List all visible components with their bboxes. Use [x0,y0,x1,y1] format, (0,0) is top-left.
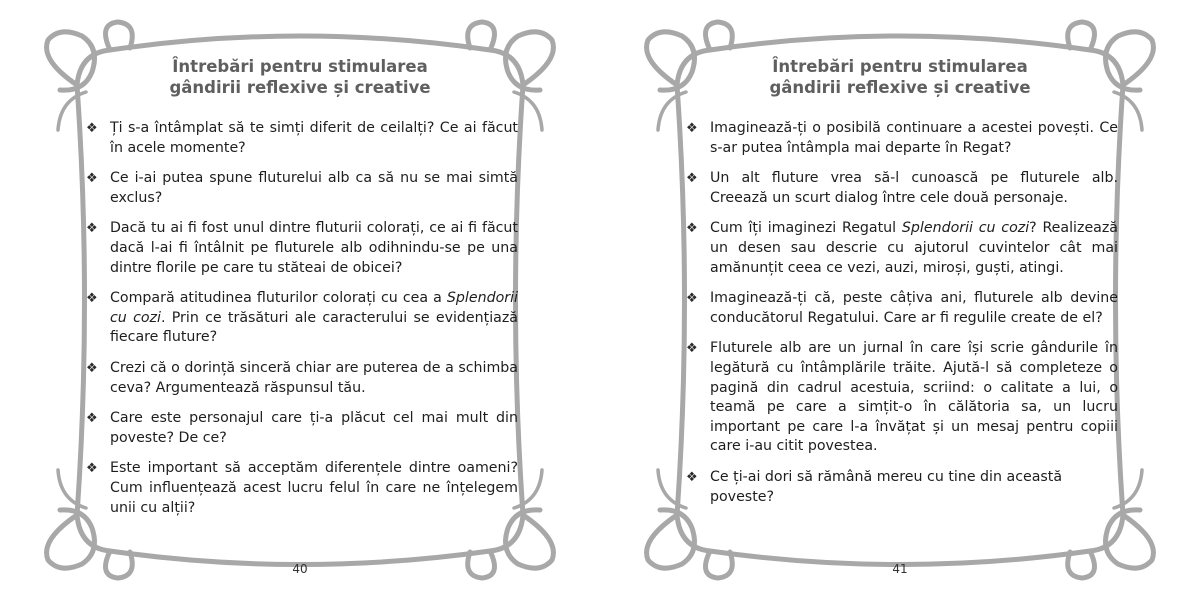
question-text-italic: Splendorii cu cozi [110,290,518,326]
question-list [686,119,1118,518]
page-number: 40 [292,562,308,576]
diamond-bullet-icon: ❖ [686,171,698,187]
diamond-bullet-icon: ❖ [686,221,698,237]
question-item [86,409,518,448]
question-item [86,289,518,348]
question-item [686,339,1118,457]
diamond-bullet-icon: ❖ [686,469,698,485]
question-text-after: ? Realizează un desen sau descrie cu ajutorul cuvintelor cât mai amănunțit ceea ce vezi, auzi, miroși, guști, atingi. [710,220,1119,276]
question-item [86,119,518,158]
question-text: Crezi că o dorință sinceră chiar are puterea de a schimba ceva? Argumentează răspunsul tău. [110,359,518,396]
question-item [86,459,518,518]
question-item [686,169,1118,208]
question-text: Dacă tu ai fi fost unul dintre fluturii colorați, ce ai fi făcut dacă l-ai fi întâlnit pe fluturele alb odihnindu-se pe una dintre florile pe care tu stăteai de obicei? [110,220,518,276]
question-text: Imaginează-ți că, peste câțiva ani, fluturele alb devine conducătorul Regatului. Care ar fi regulile create de el? [710,290,1118,326]
question-item [86,359,518,398]
question-text: Imaginează-ți o posibilă continuare a acestei povești. Ce s-ar putea întâmpla mai departe în Regat? [710,120,1118,156]
diamond-bullet-icon: ❖ [686,341,698,357]
diamond-bullet-icon: ❖ [86,121,98,136]
question-text-italic: Splendorii cu cozi [901,220,1030,237]
right-page [600,0,1200,600]
question-text: Care este personajul care ți-a plăcut cel mai mult din poveste? De ce? [110,410,518,446]
page-title [0,56,600,98]
question-text: Ce ți-ai dori să rămână mereu cu tine din această poveste? [710,468,1063,505]
title-line-1: Întrebări pentru stimularea [772,57,1028,76]
diamond-bullet-icon: ❖ [86,221,98,237]
question-text: Ți s-a întâmplat să te simți diferit de ceilalți? Ce ai făcut în acele momente? [110,120,518,156]
diamond-bullet-icon: ❖ [86,360,98,376]
title-line-1: Întrebări pentru stimularea [172,57,428,76]
diamond-bullet-icon: ❖ [686,121,698,136]
question-item [686,119,1118,158]
question-text: Ce i-ai putea spune fluturelui alb ca să nu se mai simtă exclus? [110,170,518,206]
question-text-before: Cum îți imaginezi Regatul [710,220,902,237]
question-item [686,219,1118,278]
diamond-bullet-icon: ❖ [86,461,98,477]
title-line-2: gândirii reflexive și creative [169,78,431,97]
question-item [86,219,518,278]
page-number: 41 [892,562,908,576]
diamond-bullet-icon: ❖ [686,291,698,307]
diamond-bullet-icon: ❖ [86,291,98,307]
question-item [686,289,1118,328]
question-text: Este important să acceptăm diferențele dintre oameni? Cum influențează acest lucru felul în care ne înțelegem unii cu alții? [110,460,518,516]
question-item [86,169,518,208]
page-title [600,56,1200,98]
title-line-2: gândirii reflexive și creative [769,78,1031,97]
question-text: Fluturele alb are un jurnal în care își scrie gândurile în legătură cu întâmplările trăite. Ajută-l să completeze o pagină din cadrul acestuia, scriind: o calitate a lui, o teamă pe care a simțit-o în călătoria sa, un lucru important pe care l-a învățat și un mesaj pentru copiii care i-au citit povestea. [710,340,1118,455]
diamond-bullet-icon: ❖ [86,171,98,187]
question-list [86,119,518,529]
question-item [686,468,1118,507]
diamond-bullet-icon: ❖ [86,411,98,427]
question-text-before: Compară atitudinea fluturilor colorați cu cea a [110,290,447,307]
question-text: Un alt fluture vrea să-l cunoască pe fluturele alb. Creează un scurt dialog între cele două personaje. [710,170,1118,206]
question-text-after: . Prin ce trăsături ale caracterului se evidențiază fiecare fluture? [110,309,518,346]
